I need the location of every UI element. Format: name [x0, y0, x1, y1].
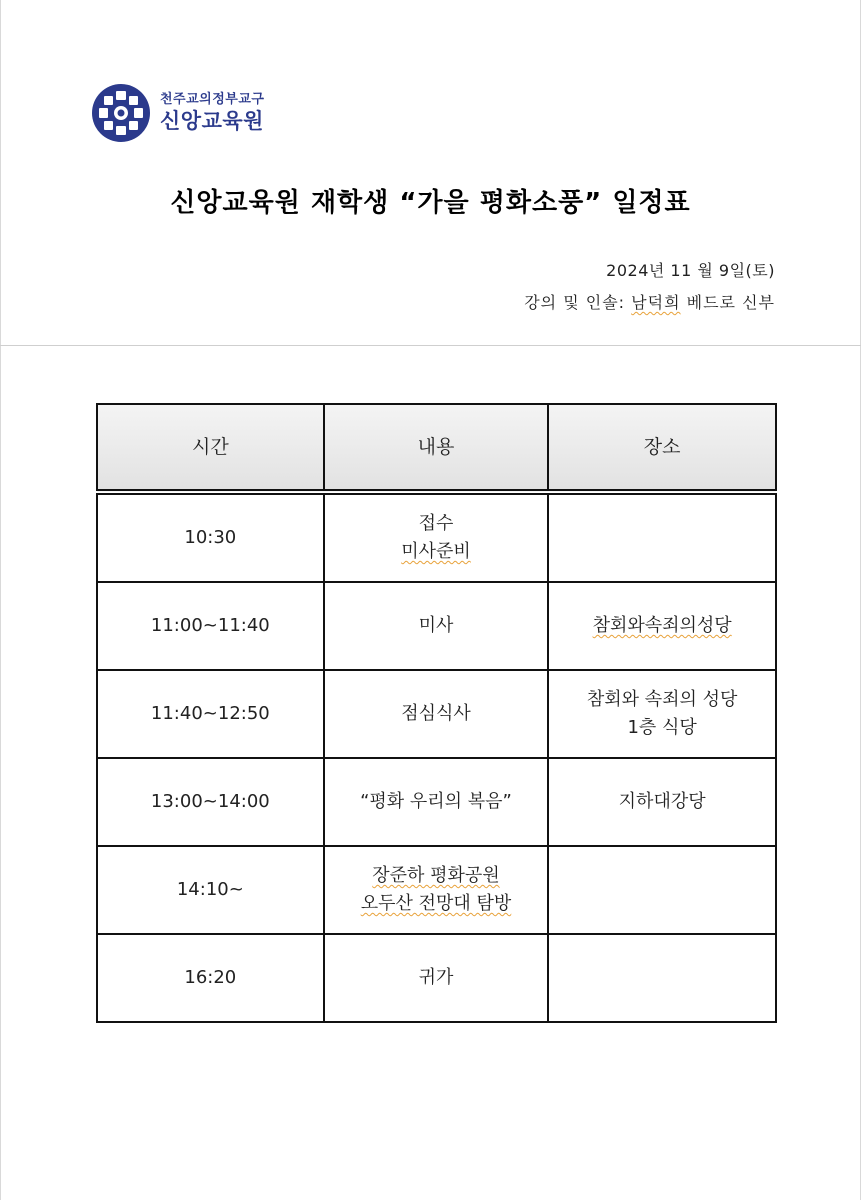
content-line: 귀가	[418, 967, 454, 988]
logo-mark-icon	[92, 84, 150, 142]
lecturer-role: 베드로 신부	[686, 293, 775, 312]
lecturer-line	[524, 290, 775, 313]
place-cell	[548, 582, 776, 670]
content-line: 점심식사	[401, 703, 471, 724]
content-line: 미사	[418, 615, 454, 636]
content-cell	[324, 582, 549, 670]
place-cell	[548, 934, 776, 1022]
page-edge-left	[0, 0, 1, 1200]
content-line: “평화 우리의 복음”	[360, 791, 512, 812]
table-row	[97, 846, 776, 934]
place-line: 1층 식당	[627, 717, 697, 738]
header-time: 시간	[97, 404, 324, 492]
table-row	[97, 670, 776, 758]
time-cell: 14:10~	[97, 846, 324, 934]
content-cell	[324, 758, 549, 846]
content-cell	[324, 846, 549, 934]
content-cell	[324, 934, 549, 1022]
table-row	[97, 934, 776, 1022]
time-cell: 11:40~12:50	[97, 670, 324, 758]
header-content: 내용	[324, 404, 549, 492]
place-line: 참회와 속죄의 성당	[586, 689, 738, 710]
lecturer-name: 남덕희	[631, 293, 681, 312]
page-title: 신앙교육원 재학생 “가을 평화소풍” 일정표	[170, 188, 691, 218]
content-line: 미사준비	[401, 541, 471, 562]
table-row	[97, 582, 776, 670]
time-cell: 10:30	[97, 492, 324, 582]
time-cell: 11:00~11:40	[97, 582, 324, 670]
logo-name-text: 신앙교육원	[160, 109, 264, 133]
page-break-line	[0, 345, 861, 346]
lecturer-label: 강의 및 인솔:	[524, 293, 626, 312]
time-cell: 16:20	[97, 934, 324, 1022]
content-line: 오두산 전망대 탐방	[360, 893, 512, 914]
place-line: 참회와속죄의성당	[592, 615, 732, 636]
header-place: 장소	[548, 404, 776, 492]
place-line: 지하대강당	[618, 791, 706, 812]
place-cell	[548, 846, 776, 934]
logo-org-text: 천주교의정부교구	[160, 92, 265, 107]
content-cell	[324, 492, 549, 582]
table-row	[97, 492, 776, 582]
place-cell	[548, 670, 776, 758]
place-cell	[548, 492, 776, 582]
place-cell	[548, 758, 776, 846]
content-line: 장준하 평화공원	[372, 865, 500, 886]
content-cell	[324, 670, 549, 758]
content-line: 접수	[418, 513, 454, 534]
time-cell: 13:00~14:00	[97, 758, 324, 846]
event-date: 2024년 11 월 9일(토)	[606, 261, 775, 280]
schedule-table	[96, 403, 777, 1023]
table-header-row	[97, 404, 776, 492]
logo	[92, 84, 264, 142]
table-row	[97, 758, 776, 846]
